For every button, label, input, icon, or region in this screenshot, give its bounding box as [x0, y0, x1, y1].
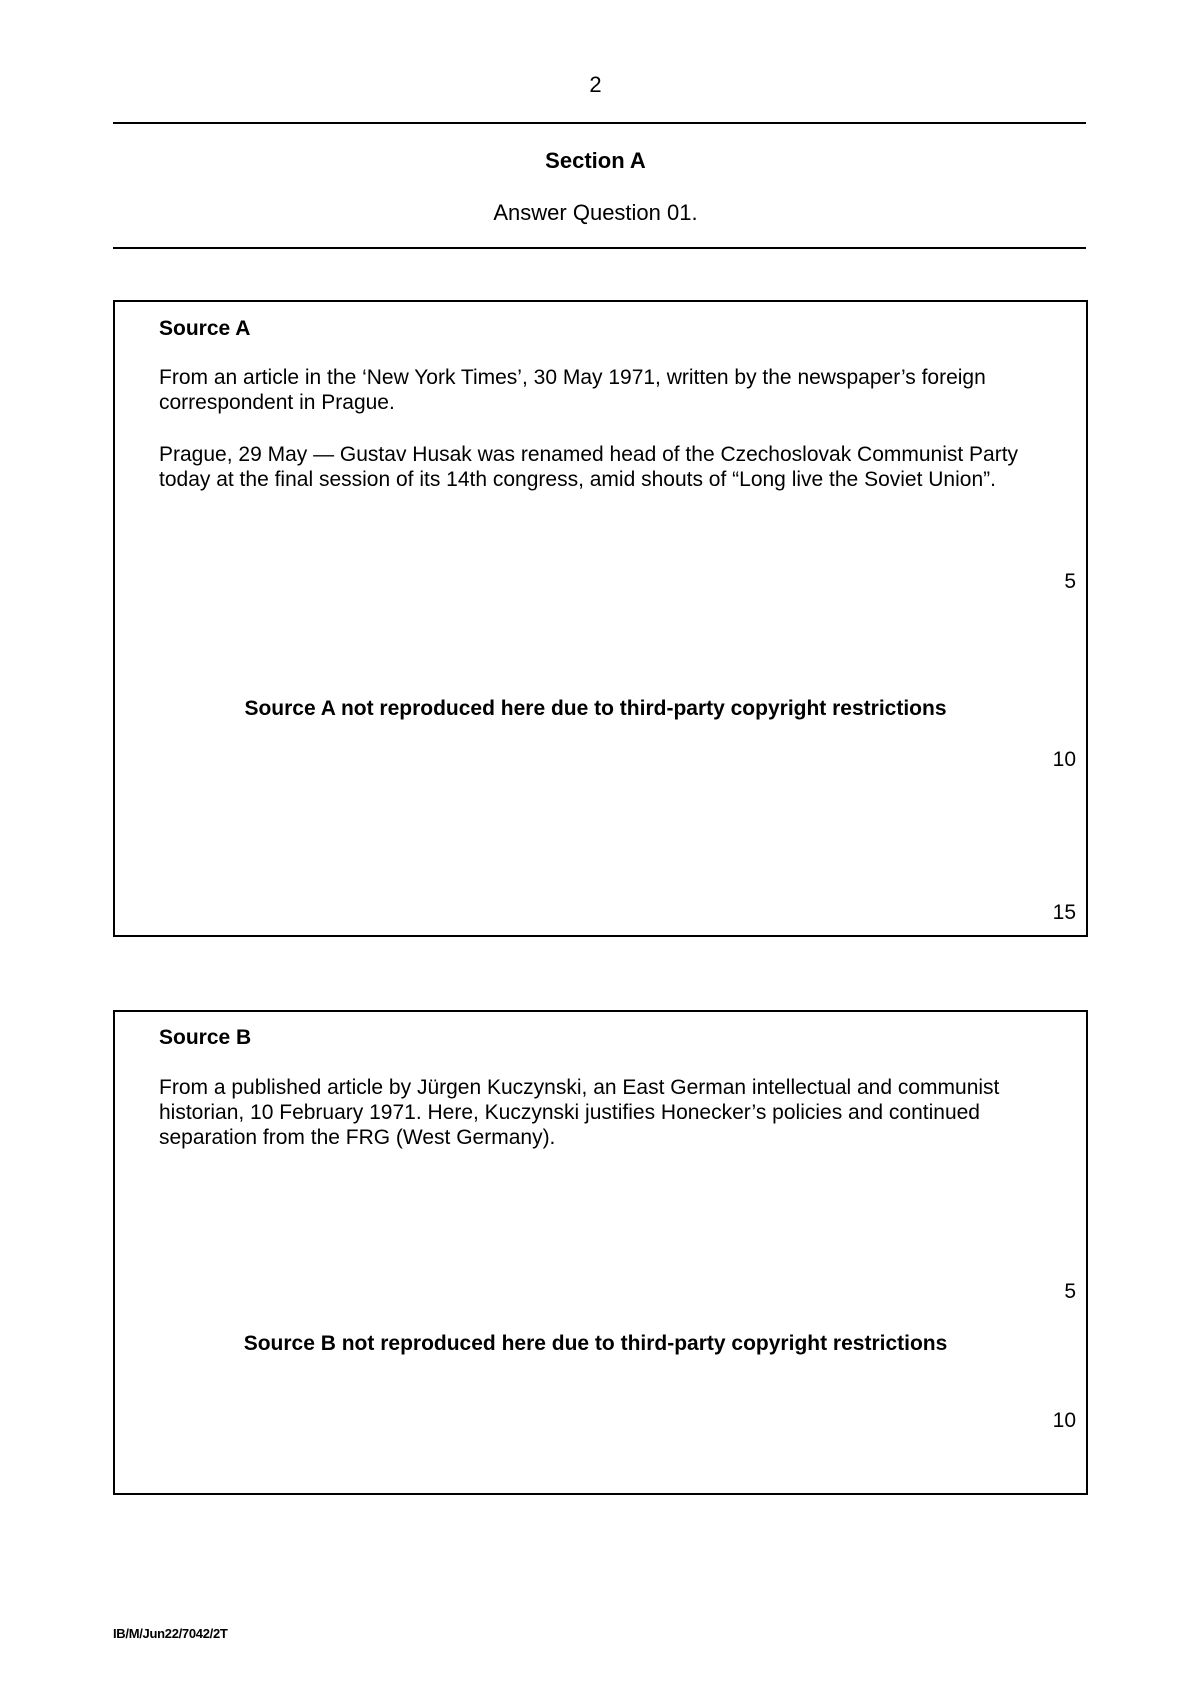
- source-b-restriction-notice: Source B not reproduced here due to third-party copyright restrictions: [243, 1332, 948, 1355]
- source-a-body: Prague, 29 May — Gustav Husak was renamed head of the Czechoslovak Communist Party today at the final session of its 14th congress, amid shouts of “Long live the Soviet Union”.: [159, 443, 1019, 491]
- source-b-line-number-5: 5: [1064, 1280, 1076, 1303]
- source-a-box: [113, 300, 1088, 937]
- source-b-line-number-10: 10: [1052, 1409, 1076, 1432]
- paper-reference-code: IB/M/Jun22/7042/2T: [113, 1626, 228, 1641]
- page-number: 2: [589, 72, 602, 97]
- source-b-title: Source B: [159, 1026, 252, 1049]
- section-instruction: Answer Question 01.: [493, 200, 698, 225]
- source-b-intro: From a published article by Jürgen Kuczynski, an East German intellectual and communist historian, 10 February 1971. Here, Kuczynski justifies Honecker’s policies and continued separation from the FRG (West Germany).: [159, 1076, 1000, 1149]
- top-rule: [113, 122, 1086, 124]
- section-title: Section A: [545, 148, 646, 173]
- source-b-box: [113, 1010, 1088, 1495]
- source-a-intro: From an article in the ‘New York Times’, 30 May 1971, written by the newspaper’s foreign correspondent in Prague.: [159, 366, 986, 414]
- source-a-line-number-10: 10: [1052, 748, 1076, 771]
- source-a-line-number-5: 5: [1064, 570, 1076, 593]
- source-a-line-number-15: 15: [1052, 901, 1076, 924]
- bottom-rule: [113, 247, 1086, 249]
- source-a-restriction-notice: Source A not reproduced here due to third-party copyright restrictions: [244, 697, 947, 720]
- source-a-title: Source A: [159, 317, 251, 340]
